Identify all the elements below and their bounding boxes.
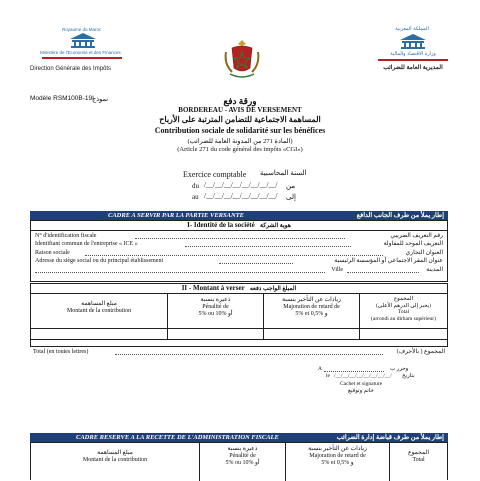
admin-col-3-fr: Majoration de retard de xyxy=(309,453,366,459)
total-lettres-row xyxy=(33,348,445,357)
field-input-ville[interactable] xyxy=(347,267,419,273)
montant-col-3 xyxy=(263,294,359,328)
right-logo-stripe xyxy=(378,59,448,61)
montant-col-4-ar: المجموع xyxy=(393,296,414,302)
du-label-ar: من xyxy=(286,182,296,190)
signature-block xyxy=(318,366,448,400)
field-label-if: N° d'identification fiscale xyxy=(35,233,97,239)
section-bar-admin-fr: CADRE RESERVE A LA RECETTE DE L'ADMINISTRATION FISCALE xyxy=(76,434,279,441)
admin-col-1-fr: Montant de la contribution xyxy=(82,457,148,463)
montant-col-2-fr2: 5% ou 10% أو xyxy=(198,311,233,317)
right-logo xyxy=(368,26,458,86)
admin-col-1-ar: مبلغ المساهمة xyxy=(97,450,133,456)
field-input-ice[interactable] xyxy=(185,241,351,247)
du-date-field[interactable]: /__/__/__/__/__/__/__/__/ xyxy=(204,181,278,189)
title-fr-main: BORDEREAU - AVIS DE VERSEMENT xyxy=(178,106,302,114)
total-lettres-label: Total (en toutes lettres) xyxy=(33,349,89,355)
section-bar-admin-ar: إطار يملأ من طرف قباضة إدارة الضرائب xyxy=(336,434,444,441)
admin-col-2-fr2: 5% ou 10% أو xyxy=(225,460,260,466)
title-ar-contrib: المساهمة الاجتماعية للتضامن المترتبة على الأرباح xyxy=(159,115,321,124)
montant-col-2-ar: ذعيرة بنسبة xyxy=(200,297,231,303)
montant-col-2 xyxy=(167,294,263,328)
fait-a-label: A xyxy=(318,366,322,372)
right-logo-ar2: وزارة الاقتصاد والمالية xyxy=(390,51,436,57)
admin-frame xyxy=(30,442,448,480)
section-bar-administration xyxy=(30,433,448,442)
montant-input-4[interactable] xyxy=(359,329,447,339)
right-logo-ar3: المديرية العامة للضرائب xyxy=(383,65,443,71)
au-label: au xyxy=(192,193,199,201)
admin-col-2-fr: Pénalité de xyxy=(229,453,256,459)
field-label-if-ar: رقم التعريف الضريبي xyxy=(390,233,443,239)
title-ar-main: ورقة دفع xyxy=(223,96,257,106)
fait-le-value[interactable]: /__/__/__/__/__/__/__/__/ xyxy=(334,373,392,379)
admin-col-1 xyxy=(31,443,199,481)
montant-col-3-ar: زيادات عن التأخير بنسبة xyxy=(282,297,341,303)
left-logo-ministry: Ministère de l'Economie et des Finances xyxy=(40,50,121,55)
field-label-ice-ar: التعريف الموحد للمقاولة xyxy=(383,241,443,247)
au-label-ar: إلى xyxy=(286,193,296,201)
montant-input-3[interactable] xyxy=(263,329,359,339)
fait-le-label-ar: بتاريخ xyxy=(402,373,415,379)
field-label-adresse-ar: عنوان المقر الاجتماعي أو المؤسسة الرئيسية xyxy=(334,258,443,264)
montant-col-2-fr: Pénalité de xyxy=(202,304,229,310)
model-number: Modèle RSM100B-19I xyxy=(30,95,94,102)
montant-input-1[interactable] xyxy=(31,329,167,339)
montant-col-4-fr: (يحبر إلى الدرهم الأعلى) xyxy=(375,302,432,309)
field-label-raison: Raison sociale xyxy=(35,250,70,256)
montant-col-3-fr: Majoration de retard de xyxy=(283,304,340,310)
right-logo-ar1: المملكة المغربية xyxy=(395,26,429,32)
section-bar-partie-versante xyxy=(30,211,448,220)
field-label-adresse: Adresse du siège social ou du principal établissement xyxy=(35,258,164,264)
montant-col-4-fr3: (arrondi au dirham supérieur) xyxy=(371,315,436,322)
field-input-raison[interactable] xyxy=(85,250,383,256)
field-label-ville: Ville xyxy=(331,267,343,273)
exercice-label-ar: السنة المحاسبية xyxy=(260,169,307,177)
field-input-adresse-2[interactable] xyxy=(35,267,325,273)
moroccan-emblem-icon xyxy=(224,38,260,80)
identite-frame xyxy=(30,220,448,282)
section-bar-partie-ar: إطار يملأ من طرف الجانب الدافع xyxy=(356,212,444,219)
admin-col-4 xyxy=(389,443,447,481)
cachet-label-ar: خاتم وتوقيع xyxy=(348,388,374,394)
montant-frame xyxy=(30,283,448,347)
title-fr-contrib: Contribution sociale de solidarité sur les bénéfices xyxy=(154,126,326,135)
field-label-ville-ar: المدينة xyxy=(426,267,443,273)
montant-input-2[interactable] xyxy=(167,329,263,339)
montant-values-bottom xyxy=(31,339,447,340)
field-input-if[interactable] xyxy=(135,233,345,239)
identite-title-fr: I- Identité de la société xyxy=(187,221,255,229)
admin-col-4-ar: المجموع xyxy=(408,450,429,456)
montant-title-fr: II - Montant à verser xyxy=(181,284,245,292)
du-label: du xyxy=(192,182,199,190)
montant-col-1-ar: مبلغ المساهمة xyxy=(81,301,117,307)
montant-col-4 xyxy=(359,294,447,328)
field-input-adresse[interactable] xyxy=(219,258,293,264)
admin-col-3 xyxy=(285,443,389,481)
total-lettres-input[interactable] xyxy=(115,349,383,355)
admin-col-3-fr2: 5% et 0,5% و xyxy=(321,460,354,466)
admin-col-2 xyxy=(199,443,285,481)
left-logo-top-text: Royaume du Maroc xyxy=(62,27,102,32)
ministry-building-right-icon xyxy=(398,33,428,49)
title-ar-article: (المادة 271 من المدونة العامة للضرائب) xyxy=(187,138,293,145)
montant-col-3-fr2: 5% et 0,5% و xyxy=(295,311,328,317)
admin-col-3-ar: زيادات عن التأخير بنسبة xyxy=(308,446,367,452)
admin-col-2-ar: ذعيرة بنسبة xyxy=(227,446,258,452)
cachet-label: Cachet et signature xyxy=(340,381,383,387)
montant-header xyxy=(31,284,447,294)
field-label-raison-ar: العنوان التجاري xyxy=(405,250,443,256)
identite-header xyxy=(31,221,447,231)
au-date-field[interactable]: /__/__/__/__/__/__/__/__/ xyxy=(204,192,278,200)
montant-col-1 xyxy=(31,294,167,328)
title-fr-article: (Article 271 du code général des impôts «CGI») xyxy=(177,146,303,153)
fait-a-label-ar: وحرر ب xyxy=(390,366,409,372)
ministry-building-icon xyxy=(68,32,98,48)
left-logo-dgi: Direction Générale des Impôts xyxy=(30,66,112,72)
left-logo xyxy=(28,26,138,86)
montant-col-4-fr2: Total xyxy=(397,309,410,315)
total-lettres-label-ar: المجموع ( بالأحرف) xyxy=(396,349,445,355)
montant-col-1-fr: Montant de la contribution xyxy=(66,308,132,314)
admin-col-4-fr: Total xyxy=(412,457,425,463)
montant-title-ar: المبلغ الواجب دفعه xyxy=(249,286,297,292)
section-bar-partie-fr: CADRE A SERVIR PAR LA PARTIE VERSANTE xyxy=(108,212,244,219)
fait-a-input[interactable] xyxy=(324,366,384,372)
field-label-ice: Identifiant commun de l'entreprise « ICE » xyxy=(35,241,138,247)
exercice-label-fr: Exercice comptable xyxy=(183,170,247,179)
fait-le-label: le xyxy=(326,373,330,379)
identite-title-ar: هوية الشركة xyxy=(260,223,291,229)
left-logo-stripe xyxy=(42,57,122,59)
model-number-ar: نموذج xyxy=(92,96,109,103)
